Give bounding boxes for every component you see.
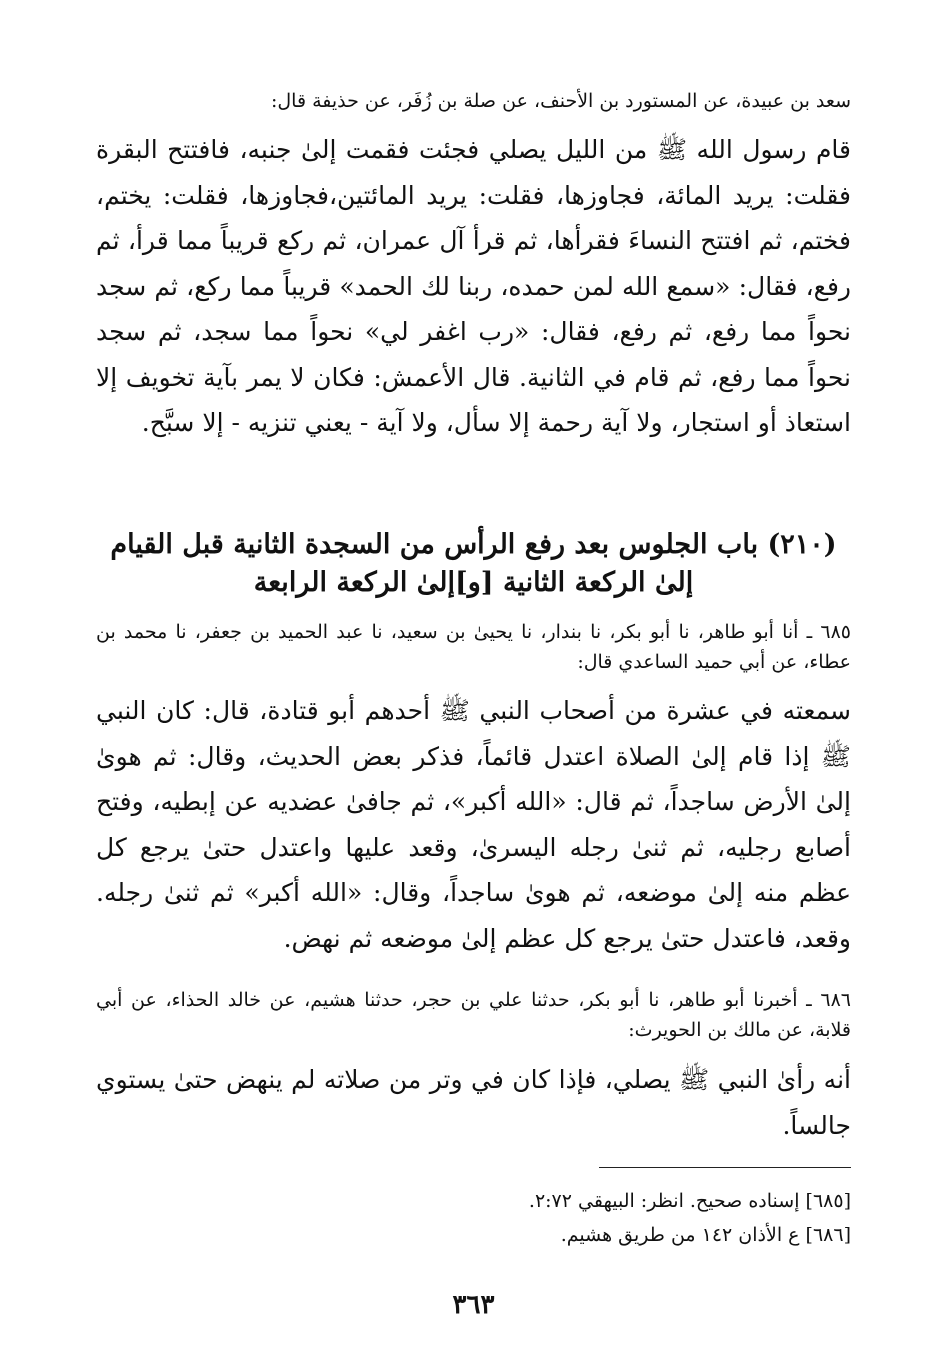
hadith-685-isnad: ٦٨٥ ـ أنا أبو طاهر، نا أبو بكر، نا بندار، نا يحيىٰ بن سعيد، نا عبد الحميد بن جعفر، نا محمد بن عطاء، عن أبي حميد الساعدي قال:: [96, 621, 851, 673]
hadith-686-isnad: ٦٨٦ ـ أخبرنا أبو طاهر، نا أبو بكر، حدثنا علي بن حجر، حدثنا هشيم، عن خالد الحذاء، عن أبي قلابة، عن مالك بن الحويرث:: [96, 989, 851, 1041]
page-number: ٣٦٣: [452, 1290, 495, 1320]
chapter-heading-line-2: إلىٰ الركعة الثانية [و]إلىٰ الركعة الرابعة: [253, 567, 694, 598]
footnote-separator: [599, 1167, 851, 1168]
footnote-685: [٦٨٥] إسناده صحيح. انظر: البيهقي ٢:٧٢.: [528, 1190, 851, 1212]
chapter-heading: [96, 526, 851, 602]
chapter-heading-line-1: (٢١٠) باب الجلوس بعد رفع الرأس من السجدة الثانية قبل القيام: [110, 529, 837, 560]
hadith-685-matn: سمعته في عشرة من أصحاب النبي ﷺ أحدهم أبو قتادة، قال: كان النبي ﷺ إذا قام إلىٰ الصلاة اعتدل قائماً، فذكر بعض الحديث، وقال: ثم هوىٰ إلىٰ الأرض ساجداً، ثم قال: «الله أكبر»، ثم جافىٰ عضديه عن إبطيه، وفتح أصابع رجليه، ثم ثنىٰ رجله اليسرىٰ، وقعد عليها واعتدل حتىٰ يرجع كل عظم منه إلىٰ موضعه، ثم هوىٰ ساجداً، وقال: «الله أكبر» ثم ثنىٰ رجله. وقعد، فاعتدل حتىٰ يرجع كل عظم إلىٰ موضعه ثم نهض.: [96, 696, 851, 953]
footnote-686: [٦٨٦] ع الأذان ١٤٢ من طريق هشيم.: [560, 1224, 851, 1246]
hadith-686-matn: أنه رأىٰ النبي ﷺ يصلي، فإذا كان في وتر من صلاته لم ينهض حتىٰ يستوي جالساً.: [96, 1065, 851, 1140]
top-isnad: سعد بن عبيدة، عن المستورد بن الأحنف، عن صلة بن زُفَر، عن حذيفة قال:: [270, 90, 851, 112]
book-page: [96, 0, 851, 1372]
hadith-684-matn: قام رسول الله ﷺ من الليل يصلي فجئت فقمت إلىٰ جنبه، فافتتح البقرة فقلت: يريد المائة، فجاوزها، فقلت: يريد المائتين،فجاوزها، فقلت: يختم، فختم، ثم افتتح النساءَ فقرأها، ثم قرأ آل عمران، ثم ركع قريباً مما قرأ، ثم رفع، فقال: «سمع الله لمن حمده، ربنا لك الحمد» قريباً مما ركع، ثم سجد نحواً مما رفع، ثم رفع، فقال: «رب اغفر لي» نحواً مما سجد، ثم سجد نحواً مما رفع، ثم قام في الثانية. قال الأعمش: فكان لا يمر بآية تخويف إلا استعاذ أو استجار، ولا آية رحمة إلا سأل، ولا آية - يعني تنزيه - إلا سبَّح.: [96, 135, 851, 437]
